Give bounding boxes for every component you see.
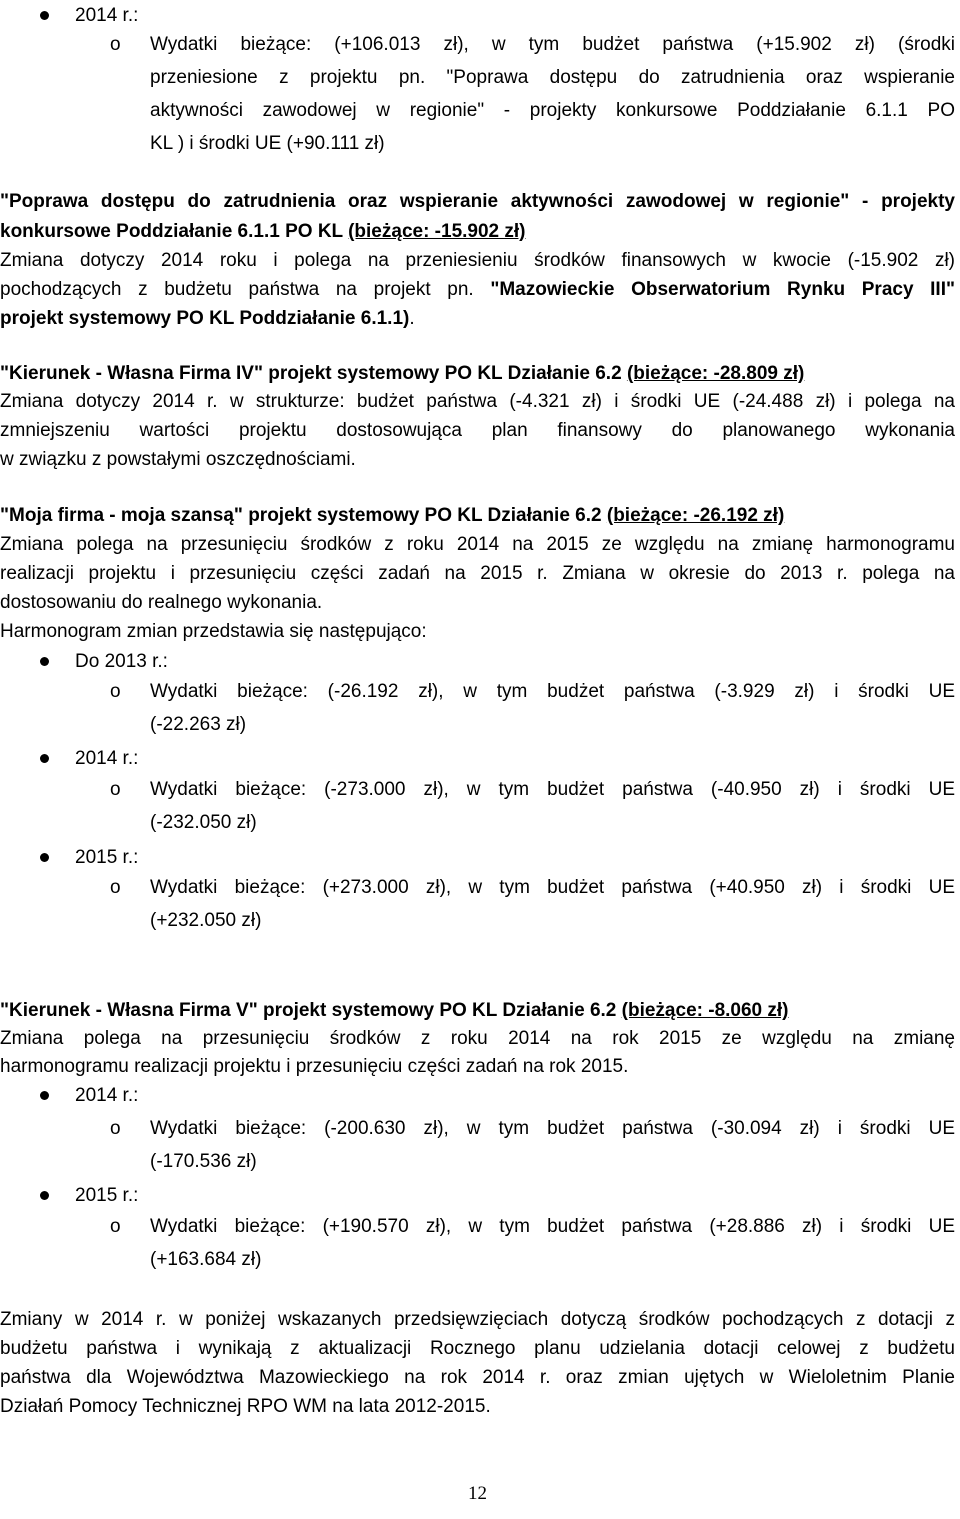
- sub-bullet-marker: o: [110, 681, 121, 702]
- list-item-do-2013: Do 2013 r.:: [75, 651, 168, 672]
- paragraph-line: budżetu państwa i wynikają z aktualizacji Rocznego planu udzielania dotacji celowej z budżetu: [0, 1338, 955, 1359]
- paragraph-line: Zmiany w 2014 r. w poniżej wskazanych przedsięwzięciach dotyczą środków pochodzących z dotacji z: [0, 1309, 955, 1330]
- bullet-marker: [40, 754, 49, 763]
- bullet-marker: [40, 657, 49, 666]
- paragraph-line: dostosowaniu do realnego wykonania.: [0, 592, 323, 613]
- amount-current: (bieżące: -26.192 zł): [606, 505, 785, 526]
- section-title: "Kierunek - Własna Firma IV" projekt systemowy PO KL Działanie 6.2 (bieżące: -28.809 zł): [0, 363, 805, 384]
- paragraph-line: zmniejszeniu wartości projektu dostosowująca plan finansowy do planowanego wykonania: [0, 420, 955, 441]
- amount-current: (bieżące: -8.060 zł): [621, 1000, 789, 1021]
- section-title: "Kierunek - Własna Firma V" projekt systemowy PO KL Działanie 6.2 (bieżące: -8.060 zł): [0, 1000, 789, 1021]
- sub-bullet-marker: o: [110, 1118, 121, 1139]
- paragraph-line: realizacji projektu i przesunięciu części zadań na 2015 r. Zmiana w okresie do 2013 r. polega na: [0, 563, 955, 584]
- sub-bullet-marker: o: [110, 1216, 121, 1237]
- section-title: "Moja firma - moja szansą" projekt systemowy PO KL Działanie 6.2 (bieżące: -26.192 zł): [0, 505, 785, 526]
- sub-item-line: (-232.050 zł): [150, 812, 257, 833]
- sub-bullet-marker: o: [110, 779, 121, 800]
- sub-item-line: Wydatki bieżące: (+273.000 zł), w tym budżet państwa (+40.950 zł) i środki UE: [150, 877, 955, 898]
- paragraph-line: Zmiana dotyczy 2014 r. w strukturze: budżet państwa (-4.321 zł) i środki UE (-24.488 zł) i polega na: [0, 391, 955, 412]
- sub-bullet-marker: o: [110, 877, 121, 898]
- sub-item-line: (+232.050 zł): [150, 910, 262, 931]
- bullet-marker: [40, 1191, 49, 1200]
- sub-item-line: (-170.536 zł): [150, 1151, 257, 1172]
- list-item-2014: 2014 r.:: [75, 5, 139, 26]
- amount-current: (bieżące: -28.809 zł): [626, 363, 805, 384]
- sub-bullet-marker: o: [110, 34, 121, 55]
- sub-item-line: przeniesione z projektu pn. "Poprawa dostępu do zatrudnienia oraz wspieranie: [150, 67, 955, 88]
- amount-current: (bieżące: -15.902 zł): [348, 221, 526, 242]
- bullet-marker: [40, 1091, 49, 1100]
- sub-item-line: (+163.684 zł): [150, 1249, 262, 1270]
- paragraph-line: harmonogramu realizacji projektu i przesunięciu części zadań na rok 2015.: [0, 1056, 629, 1077]
- list-item-2014: 2014 r.:: [75, 1085, 139, 1106]
- page-number: 12: [468, 1483, 487, 1504]
- list-item-2015: 2015 r.:: [75, 847, 139, 868]
- sub-item-line: Wydatki bieżące: (-26.192 zł), w tym budżet państwa (-3.929 zł) i środki UE: [150, 681, 955, 702]
- list-item-2014: 2014 r.:: [75, 748, 139, 769]
- list-item-2015: 2015 r.:: [75, 1185, 139, 1206]
- paragraph-line: pochodzących z budżetu państwa na projekt pn. "Mazowieckie Obserwatorium Rynku Pracy III": [0, 279, 955, 300]
- paragraph-line: Zmiana polega na przesunięciu środków z roku 2014 na rok 2015 ze względu na zmianę: [0, 1028, 955, 1049]
- section-title: "Poprawa dostępu do zatrudnienia oraz wspieranie aktywności zawodowej w regionie" - projekty: [0, 191, 955, 212]
- paragraph-line: Zmiana dotyczy 2014 roku i polega na przeniesieniu środków finansowych w kwocie (-15.902 zł): [0, 250, 955, 271]
- sub-item-line: Wydatki bieżące: (-200.630 zł), w tym budżet państwa (-30.094 zł) i środki UE: [150, 1118, 955, 1139]
- paragraph-line: Harmonogram zmian przedstawia się następująco:: [0, 621, 427, 642]
- sub-item-line: (-22.263 zł): [150, 714, 247, 735]
- sub-item-line: Wydatki bieżące: (-273.000 zł), w tym budżet państwa (-40.950 zł) i środki UE: [150, 779, 955, 800]
- bullet-marker: [40, 11, 49, 20]
- paragraph-line: projekt systemowy PO KL Poddziałanie 6.1.1).: [0, 308, 415, 329]
- section-title-cont: konkursowe Poddziałanie 6.1.1 PO KL (bieżące: -15.902 zł): [0, 221, 526, 242]
- sub-item-line: aktywności zawodowej w regionie" - projekty konkursowe Poddziałanie 6.1.1 PO: [150, 100, 955, 121]
- bullet-marker: [40, 853, 49, 862]
- paragraph-line: w związku z powstałymi oszczędnościami.: [0, 449, 356, 470]
- paragraph-line: Zmiana polega na przesunięciu środków z roku 2014 na 2015 ze względu na zmianę harmonogramu: [0, 534, 955, 555]
- paragraph-line: Działań Pomocy Technicznej RPO WM na lata 2012-2015.: [0, 1396, 491, 1417]
- sub-item-line: Wydatki bieżące: (+190.570 zł), w tym budżet państwa (+28.886 zł) i środki UE: [150, 1216, 955, 1237]
- sub-item-line: Wydatki bieżące: (+106.013 zł), w tym budżet państwa (+15.902 zł) (środki: [150, 34, 955, 55]
- paragraph-line: państwa dla Województwa Mazowieckiego na rok 2014 r. oraz zmian ujętych w Wieloletnim Planie: [0, 1367, 955, 1388]
- sub-item-line: KL ) i środki UE (+90.111 zł): [150, 133, 385, 154]
